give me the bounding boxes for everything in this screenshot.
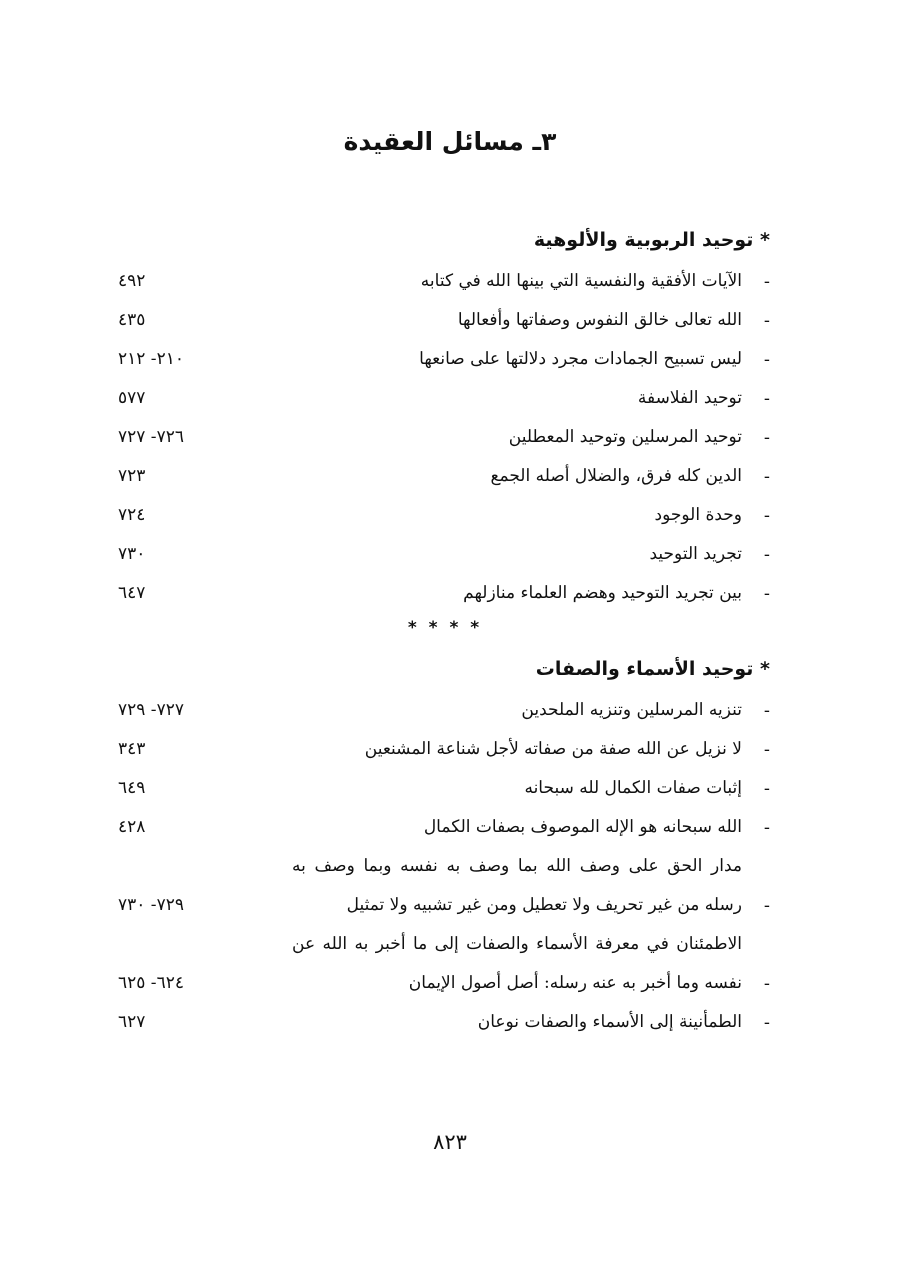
index-content (118, 218, 770, 1042)
entry-text: الدين كله فرق، والضلال أصله الجمع (490, 466, 742, 486)
entry-text: تجريد التوحيد (649, 544, 742, 564)
entry-page-ref: ٦٤٩ (118, 778, 146, 798)
entry-text: الاطمئنان في معرفة الأسماء والصفات إلى ما أخبر به الله عن نفسه وما أخبر به عنه رسله: أصل أصول الإيمان (292, 934, 742, 993)
entry-page-ref: ٧٢٦- ٧٢٧ (118, 427, 184, 447)
index-entry (118, 262, 770, 301)
index-entry (118, 457, 770, 496)
index-entry (118, 847, 770, 925)
entry-text: لا نزيل عن الله صفة من صفاته لأجل شناعة المشنعين (364, 739, 742, 759)
entry-page-ref: ٧٢٤ (118, 505, 146, 525)
entry-text: الله سبحانه هو الإله الموصوف بصفات الكمال (423, 817, 742, 837)
index-entry (118, 925, 770, 1003)
page-title: ٣ـ مسائل العقيدة (343, 127, 557, 156)
entry-page-ref: ٧٢٩- ٧٣٠ (118, 895, 184, 915)
entry-dash: - (763, 973, 770, 994)
entry-dash: - (763, 739, 770, 760)
entry-text: توحيد الفلاسفة (637, 388, 742, 408)
index-entry (118, 730, 770, 769)
entry-text: إثبات صفات الكمال لله سبحانه (524, 778, 742, 798)
page-number: ٨٢٣ (433, 1130, 467, 1154)
entry-page-ref: ٥٧٧ (118, 388, 146, 408)
entry-text: الطمأنينة إلى الأسماء والصفات نوعان (477, 1012, 742, 1032)
section-heading-tawhid-rububiyya: * توحيد الربوبية والألوهية (533, 229, 770, 251)
entry-dash: - (763, 1012, 770, 1033)
index-entry (118, 379, 770, 418)
section-heading-tawhid-asma-sifat: * توحيد الأسماء والصفات (535, 658, 770, 680)
entry-page-ref: ٤٣٥ (118, 310, 146, 330)
entry-page-ref: ٢١٠- ٢١٢ (118, 349, 184, 369)
entry-page-ref: ٦٢٤- ٦٢٥ (118, 973, 184, 993)
index-entry (118, 418, 770, 457)
index-entry (118, 496, 770, 535)
section-separator: * * * * (407, 618, 483, 638)
entry-dash: - (763, 427, 770, 448)
entry-dash: - (763, 583, 770, 604)
entry-dash: - (763, 895, 770, 916)
entry-page-ref: ٧٣٠ (118, 544, 146, 564)
entry-text: بين تجريد التوحيد وهضم العلماء منازلهم (463, 583, 742, 603)
entry-page-ref: ٦٢٧ (118, 1012, 146, 1032)
entry-page-ref: ٦٤٧ (118, 583, 146, 603)
index-entry (118, 808, 770, 847)
entry-dash: - (763, 388, 770, 409)
entry-text: وحدة الوجود (654, 505, 742, 525)
index-entry (118, 691, 770, 730)
entry-text: مدار الحق على وصف الله بما وصف به نفسه وبما وصف به رسله من غير تحريف ولا تعطيل ومن غير تشبيه ولا تمثيل (292, 856, 742, 915)
entry-text: تنزيه المرسلين وتنزيه الملحدين (521, 700, 742, 720)
entry-page-ref: ٤٢٨ (118, 817, 146, 837)
entry-dash: - (763, 310, 770, 331)
entry-dash: - (763, 817, 770, 838)
index-entry (118, 574, 770, 613)
entry-text: الآيات الأفقية والنفسية التي بينها الله في كتابه (420, 271, 742, 291)
entry-dash: - (763, 466, 770, 487)
entry-text: ليس تسبيح الجمادات مجرد دلالتها على صانعها (419, 349, 742, 369)
index-entry (118, 340, 770, 379)
entry-text: توحيد المرسلين وتوحيد المعطلين (508, 427, 742, 447)
entry-dash: - (763, 778, 770, 799)
entry-text: الله تعالى خالق النفوس وصفاتها وأفعالها (457, 310, 742, 330)
entry-page-ref: ٧٢٧- ٧٢٩ (118, 700, 184, 720)
index-entry (118, 769, 770, 808)
entry-dash: - (763, 700, 770, 721)
index-entry (118, 1003, 770, 1042)
entry-page-ref: ٧٢٣ (118, 466, 146, 486)
entry-dash: - (763, 544, 770, 565)
index-entry (118, 301, 770, 340)
entry-dash: - (763, 349, 770, 370)
entry-page-ref: ٣٤٣ (118, 739, 146, 759)
entry-dash: - (763, 271, 770, 292)
index-entry (118, 535, 770, 574)
entry-page-ref: ٤٩٢ (118, 271, 146, 291)
entry-dash: - (763, 505, 770, 526)
